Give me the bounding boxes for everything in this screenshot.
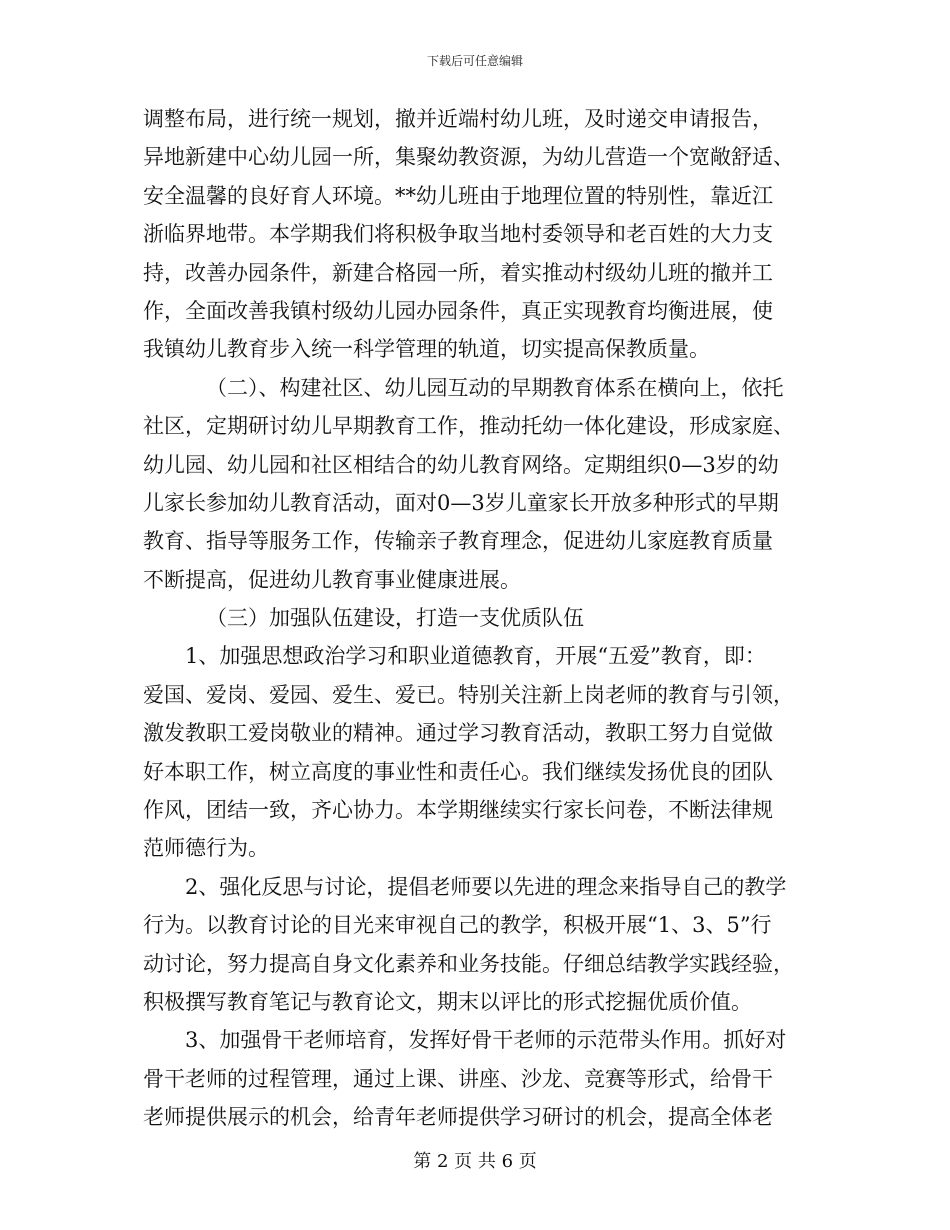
- text-line: 持，改善办园条件，新建合格园一所，着实推动村级幼儿班的撤并工: [143, 260, 773, 285]
- text-line: 浙临界地带。本学期我们将积极争取当地村委领导和老百姓的大力支: [143, 222, 773, 247]
- text-line: 动讨论，努力提高自身文化素养和业务技能。仔细总结教学实践经验，: [143, 951, 794, 976]
- text-line: 调整布局，进行统一规划，撤并近端村幼儿班，及时递交申请报告，: [143, 107, 773, 131]
- text-line: 爱国、爱岗、爱园、爱生、爱已。特别关注新上岗老师的教育与引领，: [143, 682, 794, 707]
- document-body: [143, 100, 803, 1137]
- text-line: 教育、指导等服务工作，传输亲子教育理念，促进幼儿家庭教育质量: [143, 529, 773, 554]
- page-number: 第 2 页 共 6 页: [413, 1151, 537, 1172]
- text-line: 安全温馨的良好育人环境。**幼儿班由于地理位置的特别性，靠近江: [143, 183, 773, 208]
- text-line: 作，全面改善我镇村级幼儿园办园条件，真正实现教育均衡进展，使: [143, 298, 773, 323]
- text-line: 范师德行为。: [143, 836, 269, 861]
- page-header: 下载后可任意编辑: [426, 54, 523, 68]
- text-line: 幼儿园、幼儿园和社区相结合的幼儿教育网络。定期组织0—3岁的幼: [143, 452, 779, 477]
- text-line: 激发教职工爱岗敬业的精神。通过学习教育活动，教职工努力自觉做: [143, 721, 773, 746]
- text-line: 行为。以教育讨论的目光来审视自己的教学，积极开展“1、3、5”行: [143, 913, 772, 938]
- text-line: 积极撰写教育笔记与教育论文，期末以评比的形式挖掘优质价值。: [143, 989, 752, 1014]
- text-line: 2、强化反思与讨论，提倡老师要以先进的理念来指导自己的教学: [185, 874, 787, 899]
- text-line: 儿家长参加幼儿教育活动，面对0—3岁儿童家长开放多种形式的早期: [143, 490, 779, 515]
- text-line: 不断提高，促进幼儿教育事业健康进展。: [143, 567, 521, 592]
- text-line: 骨干老师的过程管理，通过上课、讲座、沙龙、竞赛等形式，给骨干: [143, 1066, 773, 1091]
- text-line: 好本职工作，树立高度的事业性和责任心。我们继续发扬优良的团队: [143, 759, 773, 784]
- text-line: 异地新建中心幼儿园一所，集聚幼教资源，为幼儿营造一个宽敞舒适、: [143, 145, 794, 170]
- text-line: 老师提供展示的机会，给青年老师提供学习研讨的机会，提高全体老: [143, 1105, 773, 1130]
- text-line: （二）、构建社区、幼儿园互动的早期教育体系在横向上，依托: [206, 375, 784, 400]
- text-line: （三）加强队伍建设，打造一支优质队伍: [206, 606, 584, 631]
- text-line: 3、加强骨干老师培育，发挥好骨干老师的示范带头作用。抓好对: [185, 1028, 787, 1053]
- text-line: 作风，团结一致，齐心协力。本学期继续实行家长问卷，不断法律规: [143, 798, 773, 823]
- text-line: 1、加强思想政治学习和职业道德教育，开展“五爱”教育，即：: [185, 644, 766, 669]
- text-line: 我镇幼儿教育步入统一科学管理的轨道，切实提高保教质量。: [143, 337, 710, 362]
- text-line: 社区，定期研讨幼儿早期教育工作，推动托幼一体化建设，形成家庭、: [143, 414, 794, 439]
